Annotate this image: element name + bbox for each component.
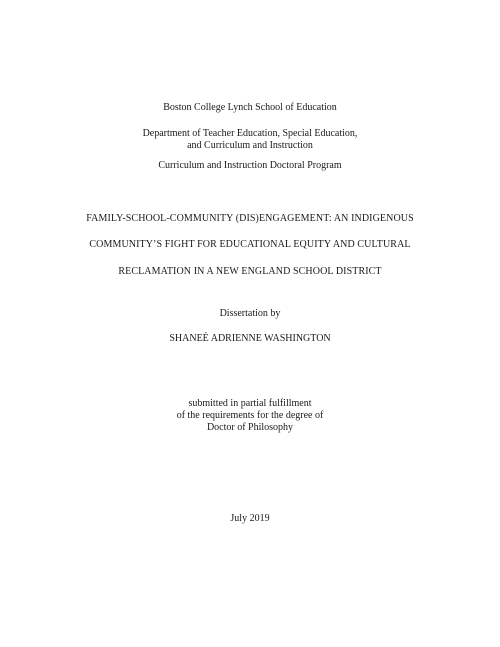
school-name: Boston College Lynch School of Education: [163, 102, 337, 113]
submission-line-2: of the requirements for the degree of: [176, 410, 324, 421]
program-name: Curriculum and Instruction Doctoral Program: [158, 160, 342, 171]
dissertation-title-line-2: COMMUNITY’S FIGHT FOR EDUCATIONAL EQUITY AND CULTURAL: [89, 239, 411, 250]
author-name: SHANEÉ ADRIENNE WASHINGTON: [169, 333, 331, 344]
department-line-1: Department of Teacher Education, Special Education,: [142, 128, 358, 139]
dissertation-title-line-1: FAMILY-SCHOOL-COMMUNITY (DIS)ENGAGEMENT: AN INDIGENOUS: [86, 213, 414, 224]
dissertation-title-line-3: RECLAMATION IN A NEW ENGLAND SCHOOL DISTRICT: [118, 266, 382, 277]
department-line-2: and Curriculum and Instruction: [187, 140, 313, 151]
submission-line-1: submitted in partial fulfillment: [188, 398, 312, 409]
degree-name: Doctor of Philosophy: [206, 422, 294, 433]
dissertation-label: Dissertation by: [219, 308, 281, 319]
submission-date: July 2019: [230, 513, 270, 524]
